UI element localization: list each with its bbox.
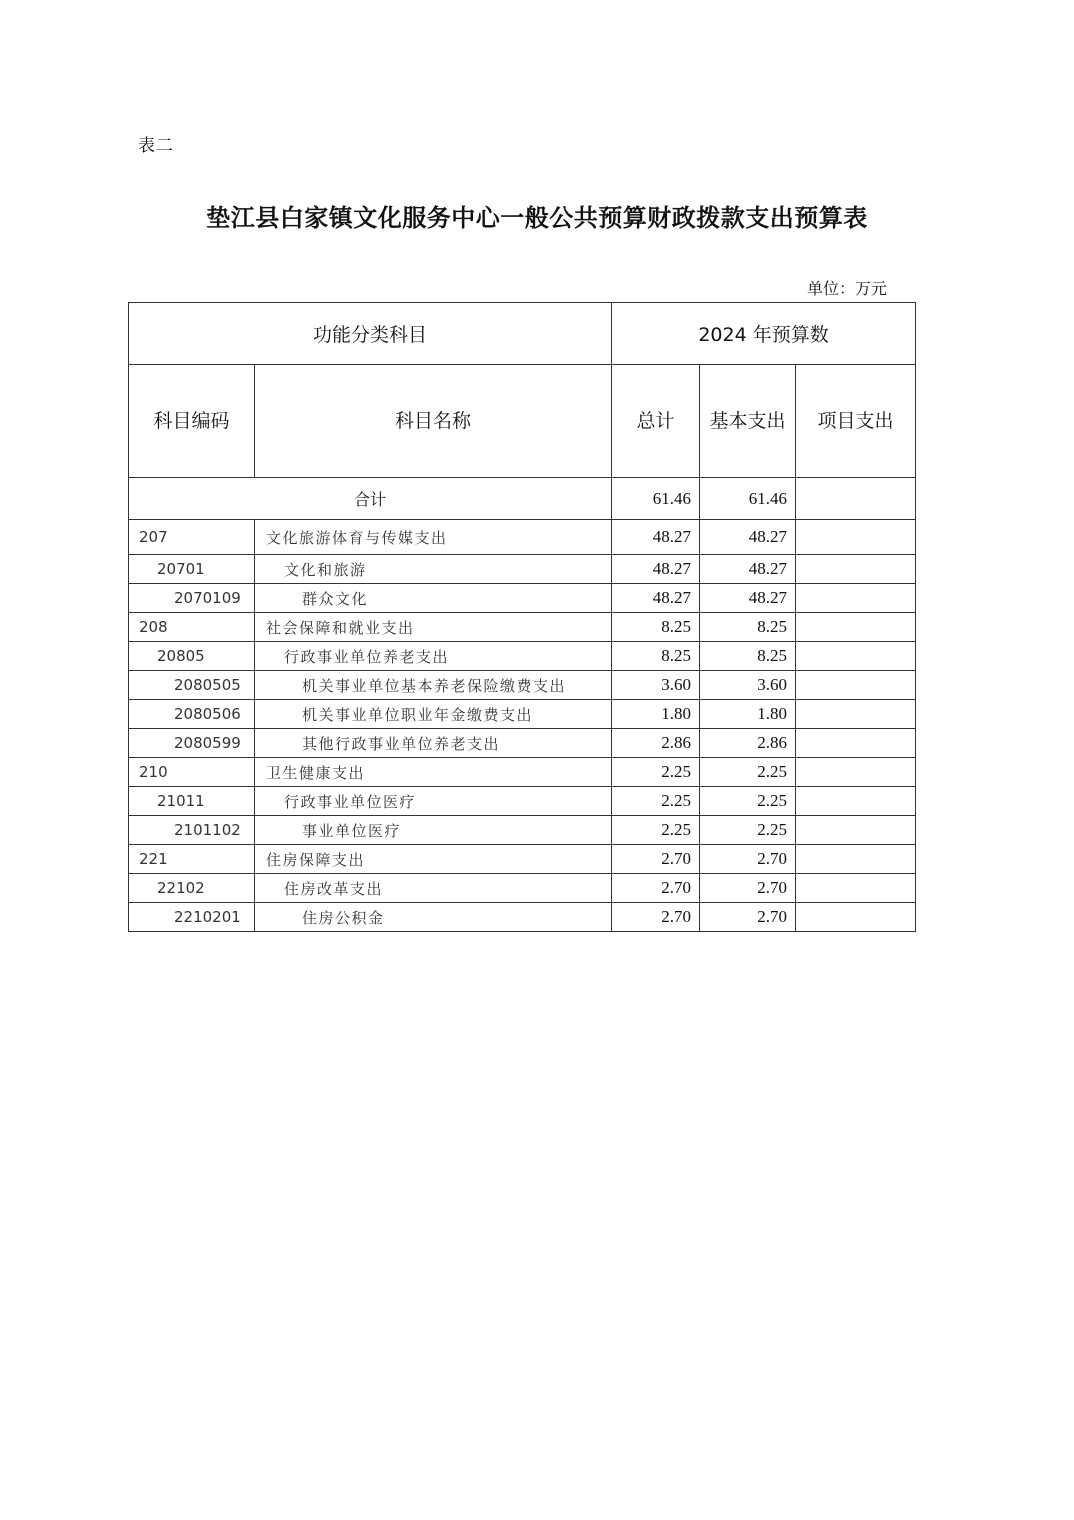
header-project-expenditure: 项目支出 [796,365,916,478]
basic-expenditure-cell: 2.25 [700,787,796,816]
subject-code-cell: 2210201 [129,903,255,932]
subject-name-cell: 其他行政事业单位养老支出 [255,729,612,758]
total-cell: 2.70 [612,845,700,874]
table-row [129,520,916,555]
total-cell: 1.80 [612,700,700,729]
subject-code-cell: 207 [129,520,255,555]
basic-expenditure-cell: 8.25 [700,642,796,671]
subject-code-cell: 21011 [129,787,255,816]
project-expenditure-cell [796,555,916,584]
total-cell: 2.70 [612,874,700,903]
basic-expenditure-cell: 2.70 [700,903,796,932]
table-row [129,758,916,787]
total-basic-amount: 61.46 [700,478,796,520]
total-cell: 2.25 [612,758,700,787]
subject-name-cell: 机关事业单位职业年金缴费支出 [255,700,612,729]
document-title: 垫江县白家镇文化服务中心一般公共预算财政拨款支出预算表 [206,203,868,232]
header-budget-year: 2024 年预算数 [612,303,916,365]
basic-expenditure-cell: 48.27 [700,584,796,613]
total-cell: 2.70 [612,903,700,932]
budget-table [128,302,916,932]
basic-expenditure-cell: 2.70 [700,874,796,903]
subject-code-cell: 20805 [129,642,255,671]
basic-expenditure-cell: 1.80 [700,700,796,729]
subject-name-cell: 文化旅游体育与传媒支出 [255,520,612,555]
table-row [129,874,916,903]
total-cell: 2.86 [612,729,700,758]
subject-code-cell: 210 [129,758,255,787]
subject-name-cell: 群众文化 [255,584,612,613]
header-subject-code: 科目编码 [129,365,255,478]
project-expenditure-cell [796,520,916,555]
table-row [129,903,916,932]
subject-code-cell: 20701 [129,555,255,584]
basic-expenditure-cell: 48.27 [700,555,796,584]
project-expenditure-cell [796,584,916,613]
table-row [129,845,916,874]
total-cell: 2.25 [612,787,700,816]
subject-name-cell: 事业单位医疗 [255,816,612,845]
subject-code-cell: 2070109 [129,584,255,613]
subject-name-cell: 机关事业单位基本养老保险缴费支出 [255,671,612,700]
total-cell: 3.60 [612,671,700,700]
basic-expenditure-cell: 2.25 [700,758,796,787]
subject-name-cell: 卫生健康支出 [255,758,612,787]
total-row [129,478,916,520]
header-subject-name: 科目名称 [255,365,612,478]
project-expenditure-cell [796,700,916,729]
total-project-amount [796,478,916,520]
table-row [129,816,916,845]
subject-name-cell: 住房公积金 [255,903,612,932]
subject-code-cell: 2080505 [129,671,255,700]
header-basic-expenditure: 基本支出 [700,365,796,478]
project-expenditure-cell [796,729,916,758]
table-row [129,584,916,613]
table-row [129,729,916,758]
header-functional-category: 功能分类科目 [129,303,612,365]
subject-code-cell: 2080599 [129,729,255,758]
table-row [129,787,916,816]
project-expenditure-cell [796,787,916,816]
total-amount: 61.46 [612,478,700,520]
project-expenditure-cell [796,758,916,787]
total-cell: 48.27 [612,555,700,584]
subject-code-cell: 221 [129,845,255,874]
table-row [129,700,916,729]
total-cell: 2.25 [612,816,700,845]
total-label: 合计 [129,478,612,520]
project-expenditure-cell [796,642,916,671]
basic-expenditure-cell: 2.86 [700,729,796,758]
basic-expenditure-cell: 48.27 [700,520,796,555]
subject-code-cell: 2101102 [129,816,255,845]
project-expenditure-cell [796,903,916,932]
table-number-label: 表二 [138,136,174,156]
subject-name-cell: 文化和旅游 [255,555,612,584]
subject-name-cell: 住房保障支出 [255,845,612,874]
project-expenditure-cell [796,816,916,845]
header-column-row [129,365,916,478]
basic-expenditure-cell: 2.70 [700,845,796,874]
subject-code-cell: 208 [129,613,255,642]
subject-name-cell: 社会保障和就业支出 [255,613,612,642]
table-row [129,555,916,584]
project-expenditure-cell [796,613,916,642]
total-cell: 8.25 [612,613,700,642]
subject-name-cell: 住房改革支出 [255,874,612,903]
project-expenditure-cell [796,874,916,903]
basic-expenditure-cell: 8.25 [700,613,796,642]
total-cell: 48.27 [612,520,700,555]
subject-code-cell: 22102 [129,874,255,903]
unit-label: 单位：万元 [806,279,887,298]
table-row [129,642,916,671]
header-group-row [129,303,916,365]
total-cell: 8.25 [612,642,700,671]
total-cell: 48.27 [612,584,700,613]
table-row [129,671,916,700]
project-expenditure-cell [796,671,916,700]
header-total: 总计 [612,365,700,478]
subject-name-cell: 行政事业单位医疗 [255,787,612,816]
subject-name-cell: 行政事业单位养老支出 [255,642,612,671]
table-row [129,613,916,642]
basic-expenditure-cell: 3.60 [700,671,796,700]
project-expenditure-cell [796,845,916,874]
table-body [129,478,916,932]
basic-expenditure-cell: 2.25 [700,816,796,845]
subject-code-cell: 2080506 [129,700,255,729]
